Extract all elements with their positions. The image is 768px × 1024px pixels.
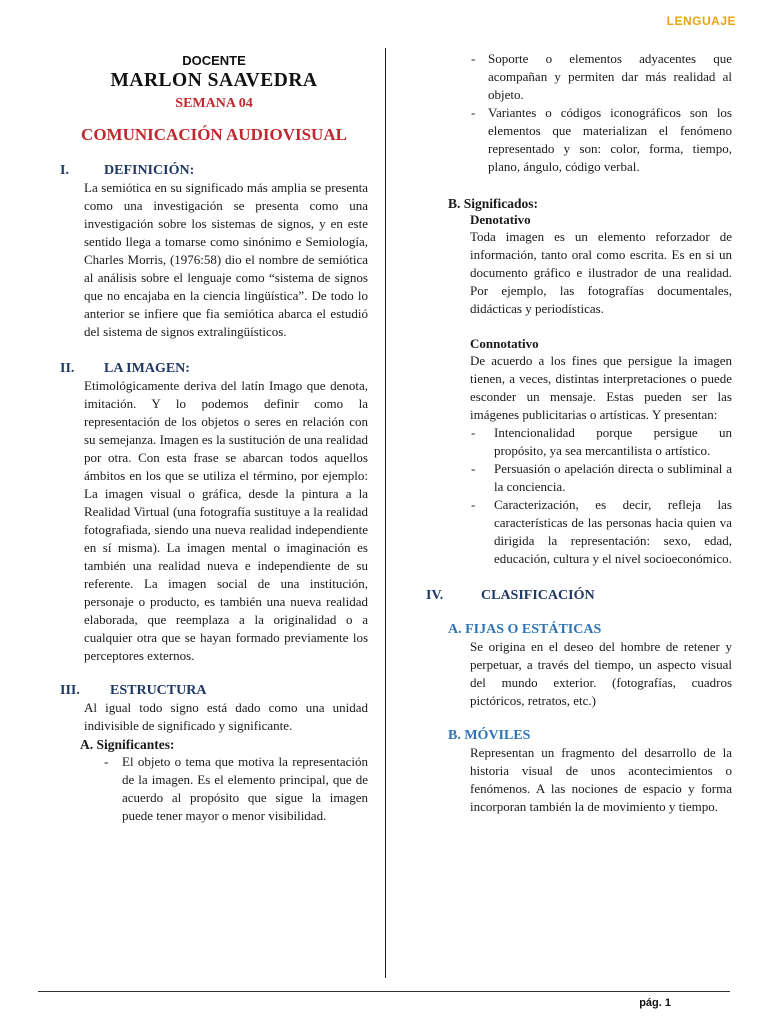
right-column — [400, 50, 732, 816]
section-number: II. — [60, 361, 75, 376]
fijas-paragraph: Se origina en el deseo del hombre de retener y perpetuar, a través del tiempo, un aspecto visual del mundo exterior. (fotografías, cuadros pictóricos, retratos, etc.) — [470, 639, 732, 708]
docente-label: DOCENTE — [182, 53, 246, 68]
connotativo-heading: Connotativo — [470, 336, 539, 351]
list-item: - Variantes o códigos iconográficos son los elementos que materializan el fenómeno representado y son: color, forma, tiempo, plano, ángulo, código verbal. — [471, 105, 732, 174]
moviles-heading: B. MÓVILES — [448, 728, 531, 743]
section-imagen-heading — [60, 361, 368, 377]
section-title: ESTRUCTURA — [110, 683, 207, 698]
page-number: pág. 1 — [639, 997, 671, 1009]
column-divider — [385, 48, 386, 978]
list-item: - Persuasión o apelación directa o subliminal a la conciencia. — [471, 461, 732, 494]
section-number: IV. — [426, 588, 444, 603]
denotativo-heading: Denotativo — [470, 212, 531, 227]
significantes-list-left — [98, 753, 368, 825]
connotativo-paragraph: De acuerdo a los fines que persigue la imagen tienen, a veces, distintas interpretaciones o puede esconder un mensaje. Estas pueden ser las imágenes publicitarias o artísticas. Y presentan: — [470, 353, 732, 422]
header-subject-tag: LENGUAJE — [666, 14, 736, 28]
section-title: LA IMAGEN: — [104, 361, 190, 376]
moviles-paragraph: Representan un fragmento del desarrollo de la historia visual de unos acontecimientos o fenómenos. A las nociones de espacio y forma incorporan también la de movimiento y tiempo. — [470, 745, 732, 814]
estructura-paragraph: Al igual todo signo está dado como una unidad indivisible de significado y significante. — [84, 700, 368, 733]
section-number: III. — [60, 683, 80, 698]
significados-heading: B. Significados: — [448, 196, 539, 211]
definicion-paragraph: La semiótica en su significado más amplia se presenta como una investigación se presenta como una investigación sobre los sistemas de signos, y en este sentido llega a tomarse como sinónimo e Semiología, Charles Morris, (1976:58) dio el nombre de semiótica al análisis sobre el lenguaje como “sistema de signos que no encajaba en la ciencia lingüística”. De todo lo anterior se infiere que fia semiótica abarca el estudió del sistema de signos extralingüísticos. — [84, 180, 368, 339]
week-label: SEMANA 04 — [175, 96, 253, 111]
list-item: - Intencionalidad porque persigue un propósito, ya sea mercantilista o artístico. — [471, 425, 732, 458]
document-title: COMUNICACIÓN AUDIOVISUAL — [81, 125, 347, 144]
fijas-heading: A. FIJAS O ESTÁTICAS — [448, 622, 602, 637]
list-item: - El objeto o tema que motiva la representación de la imagen. Es el elemento principal, que de acuerdo al propósito que sigue la imagen puede tener mayor o menor visibilidad. — [104, 754, 368, 823]
section-title: DEFINICIÓN: — [104, 163, 195, 178]
imagen-paragraph: Etimológicamente deriva del latín Imago que denota, imitación. Y lo podemos definir como la representación de los objetos o seres en relación con su semejanza. Imagen es la sustitución de una realidad por otra. Con esta frase se abarcan todos aquellos ámbitos en los que se utiliza el término, por ejemplo: La imagen visual o gráfica, desde la pintura a la Realidad Virtual (una fotografía sustituye a la realidad fotografiada, siendo una nueva realidad independiente en sí misma). La imagen mental o imaginación es también una realidad nueva e independiente de su referente. La imagen social de una institución, personaje o producto, es también una nueva realidad elaborada, que reemplaza a la originalidad o a cualquier otra que se hayan formado previamente los perceptores externos. — [84, 378, 368, 663]
section-definicion-heading — [60, 163, 368, 179]
denotativo-paragraph: Toda imagen es un elemento reforzador de información, tanto oral como escrita. Es en si un documento gráfico e ilustrador de una realidad. Por ejemplo, las fotografías documentales, didácticas y periodísticas. — [470, 229, 732, 316]
significantes-heading: A. Significantes: — [80, 737, 175, 752]
section-clasificacion-heading — [426, 588, 732, 604]
list-item: - Soporte o elementos adyacentes que acompañan y permiten dar más realidad al objeto. — [471, 51, 732, 102]
teacher-name: MARLON SAAVEDRA — [110, 70, 318, 91]
section-number: I. — [60, 163, 69, 178]
significantes-list-right — [466, 50, 732, 176]
footer-rule — [38, 991, 730, 992]
section-title: CLASIFICACIÓN — [481, 588, 595, 603]
left-column — [60, 50, 368, 825]
connotativo-list — [460, 424, 732, 568]
list-item: - Caracterización, es decir, refleja las características de las personas hacia quien va dirigida la representación: sexo, edad, educación, cultura y el nivel socioeconómico. — [471, 497, 732, 566]
section-estructura-heading — [60, 683, 368, 699]
